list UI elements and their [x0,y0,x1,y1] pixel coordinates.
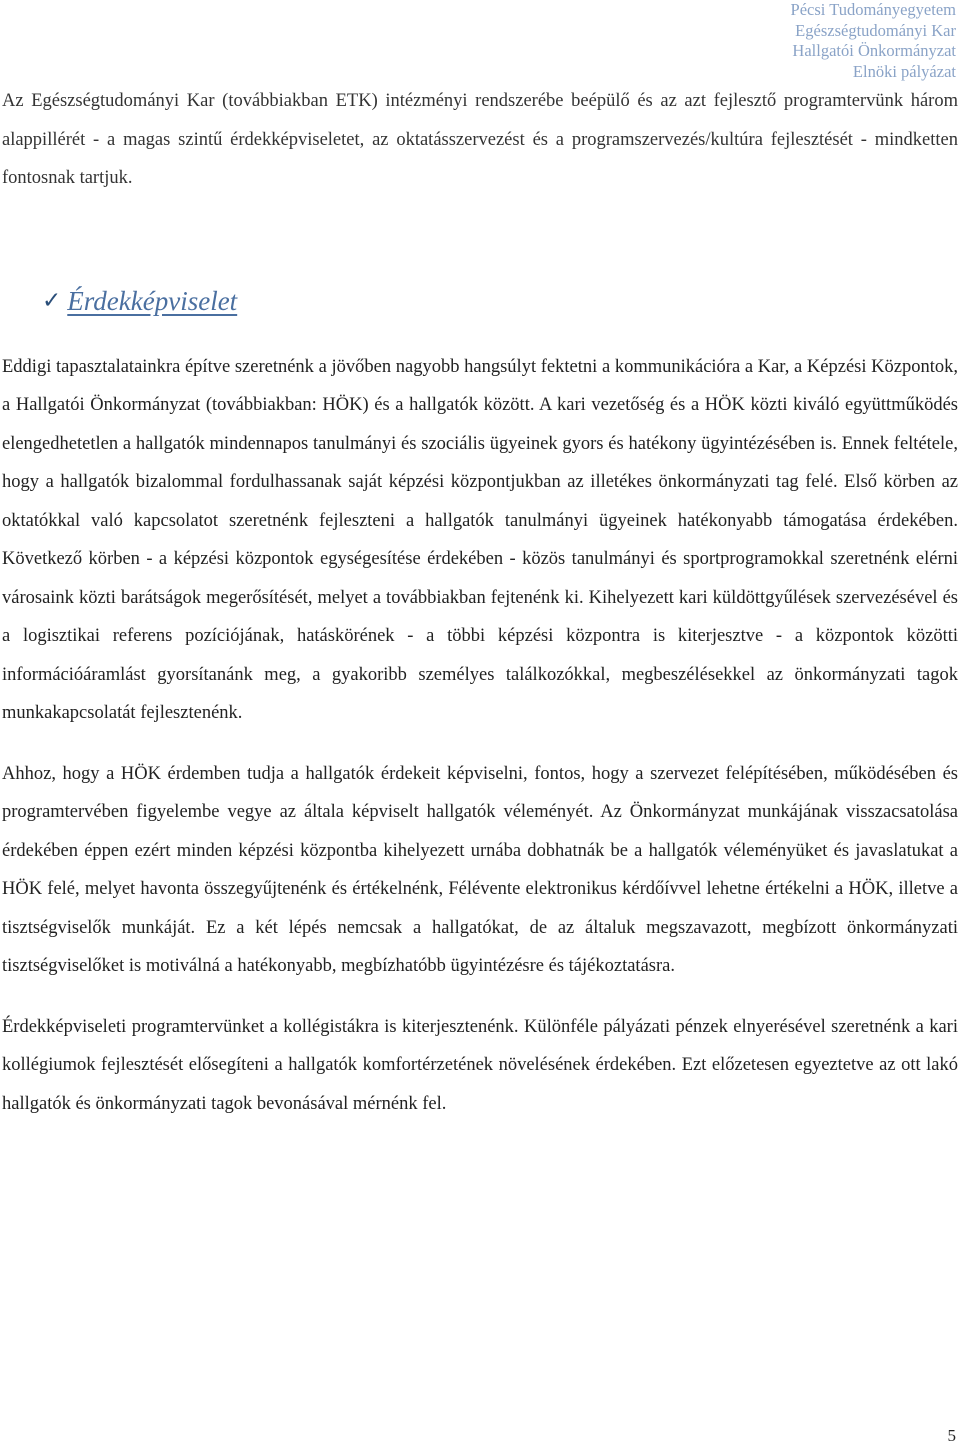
document-body [2,82,958,1123]
header-document-type: Elnöki pályázat [852,61,956,81]
section-title: Érdekképviselet [67,285,238,316]
checkmark-icon: ✓ [42,287,62,314]
header-university: Pécsi Tudományegyetem [790,0,956,19]
paragraph-communication: Eddigi tapasztalatainkra építve szeretnénk a jövőben nagyobb hangsúlyt fektetni a kommunikációra a Kar, a Képzési Központok, a Hallgatói Önkormányzat (továbbiakban: HÖK) és a hallgatók között. A kari vezetőség és a HÖK közti kiváló együttműködés elengedhetetlen a hallgatók mindennapos tanulmányi és szociális ügyeinek gyors és hatékony ügyintézésében is. Ennek feltétele, hogy a hallgatók bizalommal fordulhassanak saját képzési központjukban az illetékes önkormányzati tag felé. Első körben az oktatókkal való kapcsolatot szeretnénk fejleszteni a hallgatók tanulmányi ügyeinek hatékonyabb támogatása érdekében. Következő körben - a képzési központok egységesítése érdekében - közös tanulmányi és sportprogramokkal szeretnénk elérni városaink közti barátságok megerősítését, melyet a továbbiakban fejtenénk ki. Kihelyezett kari küldöttgyűlések szervezésével és a logisztikai referens pozíciójának, hatáskörének - a többi képzési központra is kiterjesztve - a központok közötti információáramlást gyorsítanánk meg, a gyakoribb személyes találkozókkal, megbeszélésekkel az önkormányzati tagok munkakapcsolatát fejlesztenénk. [2,356,958,723]
paragraph-dormitories: Érdekképviseleti programtervünket a kollégistákra is kiterjesztenénk. Különféle pályázati pénzek elnyerésével szeretnénk a kari kollégiumok fejlesztését elősegíteni a hallgatók komfortérzetének növelésének érdekében. Ezt előzetesen egyeztetve az ott lakó hallgatók és önkormányzati tagok bevonásával mérnénk fel. [2,1016,958,1114]
header-organization: Hallgatói Önkormányzat [792,41,956,60]
header-faculty: Egészségtudományi Kar [795,20,956,40]
page-number: 5 [947,1426,956,1445]
intro-paragraph: Az Egészségtudományi Kar (továbbiakban ETK) intézményi rendszerébe beépülő és az azt fejlesztő programtervünk három alappillérét - a magas szintű érdekképviseletet, az oktatásszervezést és a programszervezés/kultúra fejlesztését - mindketten fontosnak tartjuk. [2,91,958,188]
section-heading [2,284,958,318]
document-header [791,0,956,82]
paragraph-feedback: Ahhoz, hogy a HÖK érdemben tudja a hallgatók érdekeit képviselni, fontos, hogy a szervezet felépítésében, működésében és programtervében figyelembe vegye az általa képviselt hallgatók véleményét. Az Önkormányzat munkájának visszacsatolása érdekében éppen ezért minden képzési központba kihelyezett urnába dobhatnák be a hallgatók véleményüket és javaslatukat a HÖK felé, melyet havonta összegyűjtenénk és értékelnénk, Félévente elektronikus kérdőívvel lehetne értékelni a HÖK, illetve a tisztségviselők munkáját. Ez a két lépés nemcsak a hallgatókat, de az általuk megszavazott, megbízott önkormányzati tisztségviselőket is motiválná a hatékonyabb, megbízhatóbb ügyintézésre és tájékoztatásra. [2,763,958,976]
